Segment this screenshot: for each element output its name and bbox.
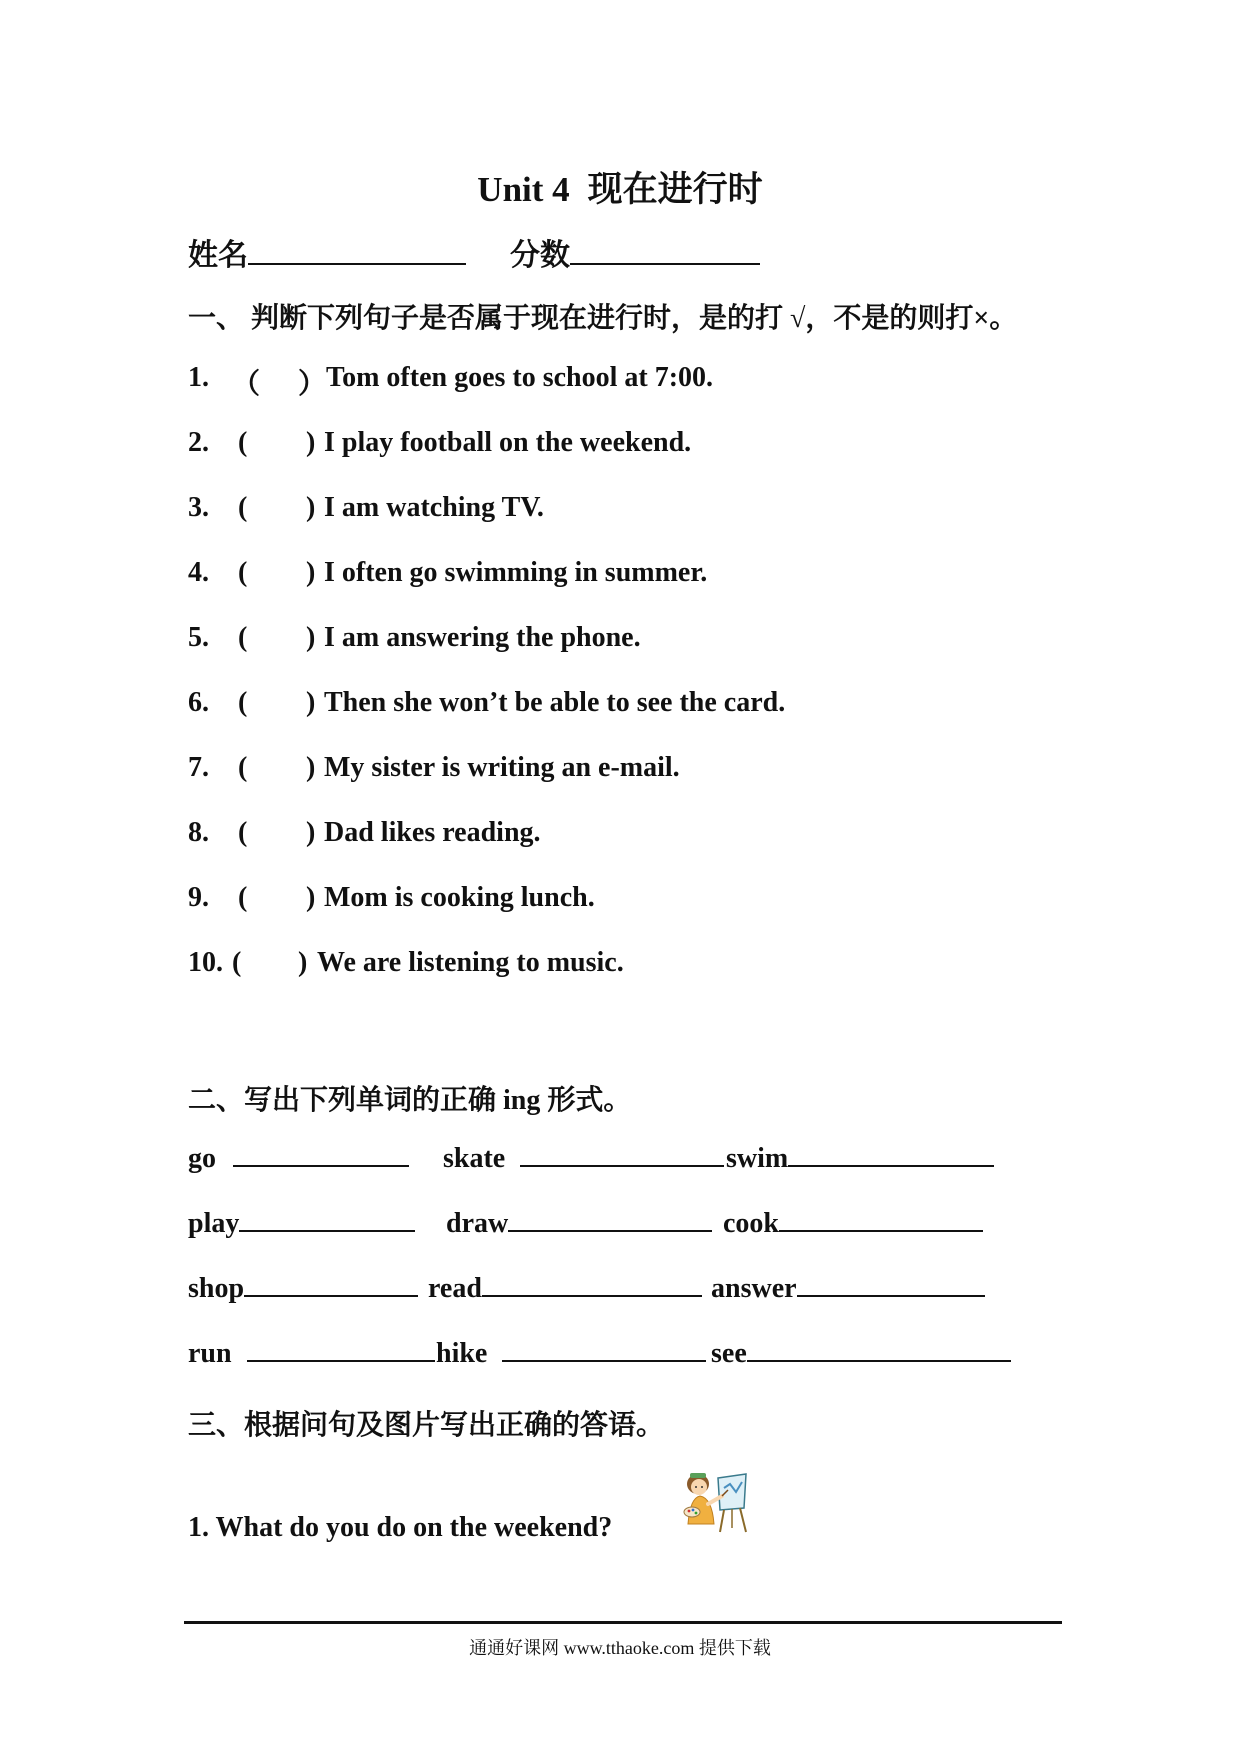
question-text: Tom often goes to school at 7:00. [326,362,714,393]
question-3 [188,492,1088,532]
score-label: 分数 [510,239,570,272]
question-number: 4. [188,557,209,588]
answer-paren-close: ) [306,622,316,653]
question-number: 8. [188,817,209,848]
answer-paren-close: ) [306,557,316,588]
answer-paren-open: ( [238,882,248,913]
question-1 [188,362,1088,402]
question-text: I am answering the phone. [324,622,641,653]
question-number: 2. [188,427,209,458]
section2-heading: 二、写出下列单词的正确 ing 形式。 [188,1085,632,1116]
question-text: I play football on the weekend. [324,427,692,458]
word-row-1 [188,1143,409,1175]
question-text: I am watching TV. [324,492,544,523]
answer-paren-close: ) [306,817,316,848]
word-blank[interactable] [233,1143,409,1167]
word-hike: hike [436,1338,488,1369]
word-blank[interactable] [244,1273,418,1297]
title-unit: Unit 4 [477,170,570,209]
word-row-4 [188,1338,435,1370]
word-row-2c [723,1208,983,1240]
word-see: see [711,1338,747,1369]
word-draw: draw [446,1208,509,1239]
answer-paren-open: ( [238,492,248,523]
word-row-4b [436,1338,706,1370]
word-blank[interactable] [788,1143,994,1167]
word-blank[interactable] [797,1273,985,1297]
question-text: Dad likes reading. [324,817,541,848]
answer-paren-open: ( [238,752,248,783]
score-field [510,230,760,274]
question-2 [188,427,1088,467]
word-row-3c [711,1273,985,1305]
answer-paren-open: （ [232,369,261,400]
word-swim: swim [726,1143,789,1174]
question-8 [188,817,1088,857]
answer-paren-close: ） [298,369,327,400]
section3-question-1: 1. What do you do on the weekend? [188,1512,613,1543]
question-number: 6. [188,687,209,718]
word-blank[interactable] [508,1208,712,1232]
question-text: My sister is writing an e-mail. [324,752,680,783]
question-text: Then she won’t be able to see the card. [324,687,786,718]
question-number: 3. [188,492,209,523]
answer-paren-open: ( [238,687,248,718]
answer-paren-open: ( [238,557,248,588]
word-row-1b [443,1143,724,1175]
question-number: 9. [188,882,209,913]
question-7 [188,752,1088,792]
word-cook: cook [723,1208,779,1239]
word-play: play [188,1208,240,1239]
question-number: 7. [188,752,209,783]
word-row-4c [711,1338,1011,1370]
word-blank[interactable] [502,1338,706,1362]
question-5 [188,622,1088,662]
word-blank[interactable] [247,1338,435,1362]
name-label: 姓名 [188,239,248,272]
answer-paren-close: ) [306,687,316,718]
word-blank[interactable] [779,1208,983,1232]
answer-paren-open: ( [238,622,248,653]
word-row-2b [446,1208,712,1240]
answer-paren-open: ( [238,427,248,458]
word-go: go [188,1143,216,1174]
answer-paren-close: ) [306,882,316,913]
section1-heading: 一、 判断下列句子是否属于现在进行时，是的打 √，不是的则打×。 [188,303,1018,334]
footer-text: 通通好课网 www.tthaoke.com 提供下载 [469,1638,771,1658]
answer-paren-open: ( [232,947,242,978]
name-field [188,230,466,274]
word-blank[interactable] [520,1143,724,1167]
answer-paren-close: ) [306,492,316,523]
question-text: Mom is cooking lunch. [324,882,595,913]
section3-heading: 三、根据问句及图片写出正确的答语。 [188,1410,665,1441]
question-number: 10. [188,947,223,978]
score-blank[interactable] [570,239,760,265]
word-run: run [188,1338,232,1369]
name-blank[interactable] [248,239,466,265]
page-title [0,162,1240,212]
question-6 [188,687,1088,727]
word-answer: answer [711,1273,797,1304]
answer-paren-close: ) [298,947,308,978]
word-shop: shop [188,1273,245,1304]
word-skate: skate [443,1143,506,1174]
question-9 [188,882,1088,922]
question-number: 5. [188,622,209,653]
answer-paren-close: ) [306,427,316,458]
question-number: 1. [188,362,209,393]
footer-divider [184,1621,1062,1624]
girl-painting-icon [680,1468,750,1534]
question-text: We are listening to music. [317,947,624,978]
question-4 [188,557,1088,597]
word-row-1c [726,1143,994,1175]
answer-paren-close: ) [306,752,316,783]
question-10 [188,947,1088,987]
title-topic: 现在进行时 [587,170,763,209]
word-row-3 [188,1273,418,1305]
word-blank[interactable] [239,1208,415,1232]
word-read: read [428,1273,482,1304]
answer-paren-open: ( [238,817,248,848]
word-row-2 [188,1208,415,1240]
question-text: I often go swimming in summer. [324,557,708,588]
word-row-3b [428,1273,702,1305]
word-blank[interactable] [482,1273,702,1297]
word-blank[interactable] [747,1338,1011,1362]
